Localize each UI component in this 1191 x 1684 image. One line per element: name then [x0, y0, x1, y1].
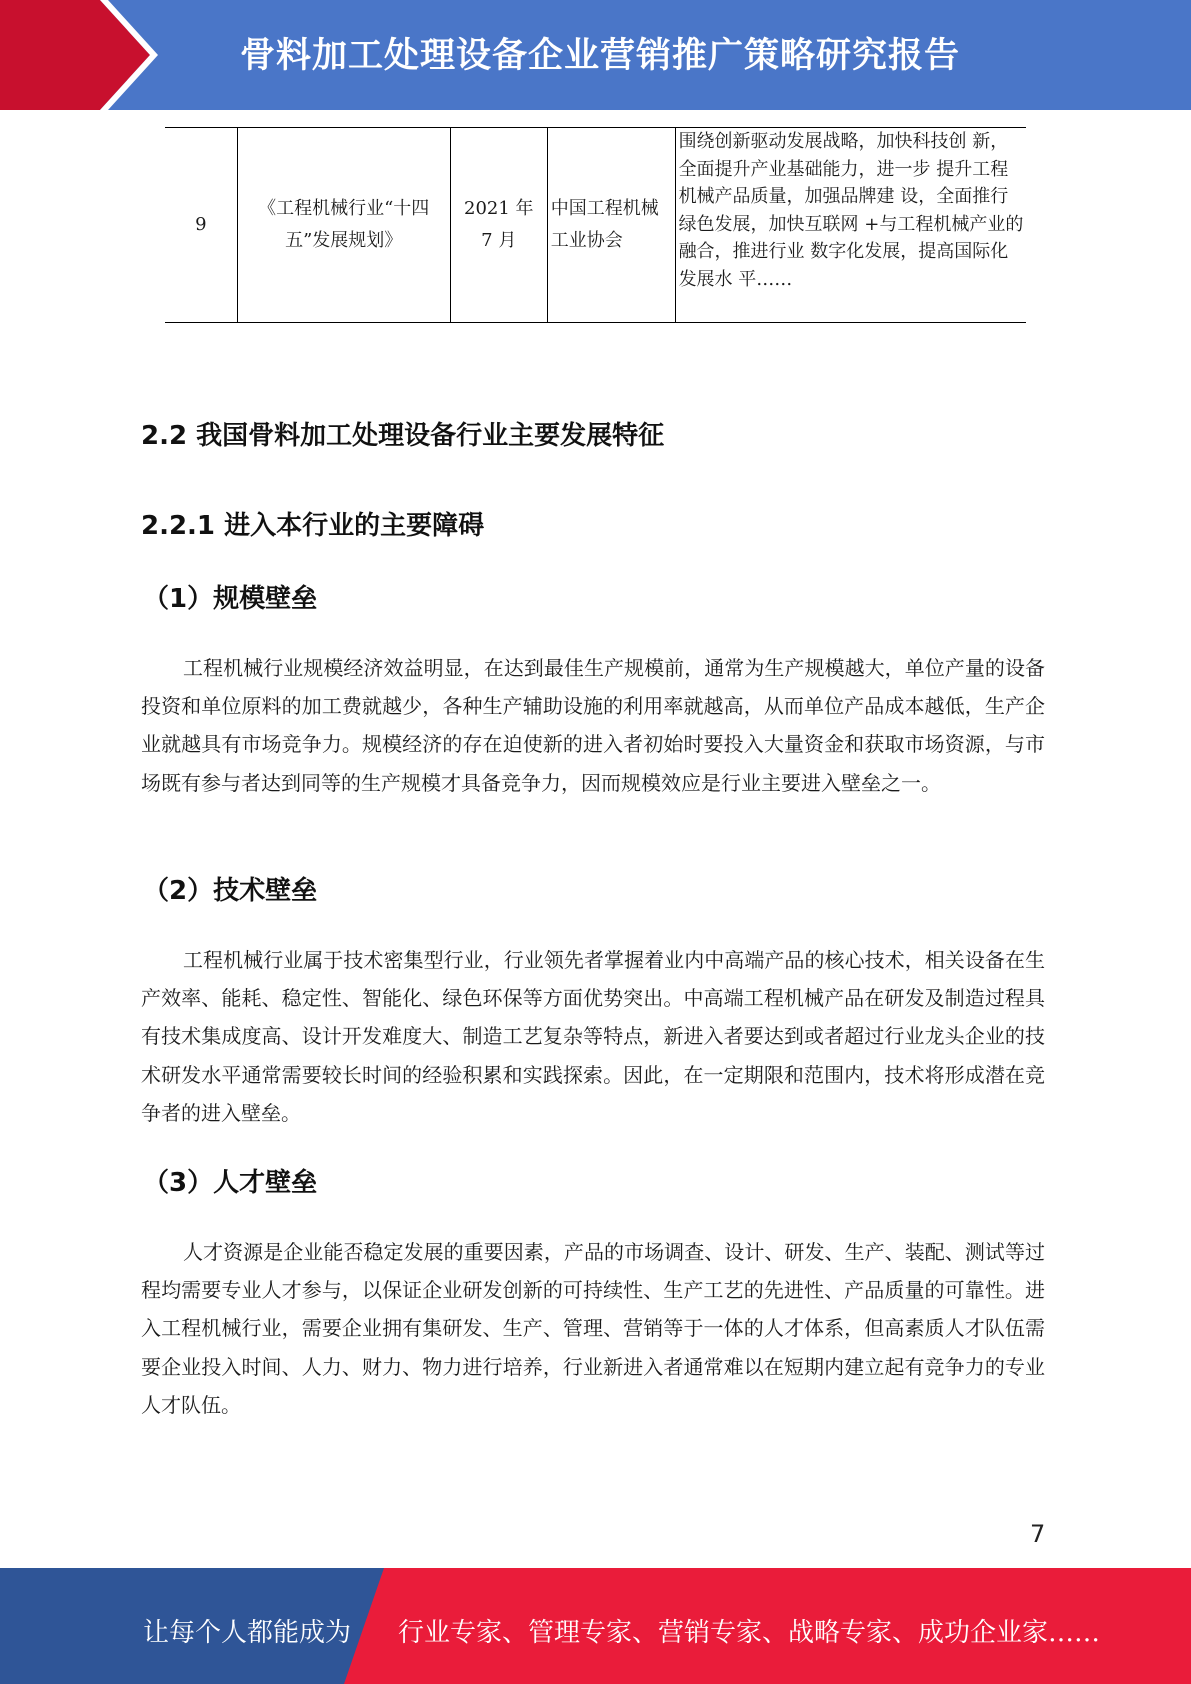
issuing-org: 中国工程机械工业协会: [547, 128, 675, 323]
paragraph-talent: 人才资源是企业能否稳定发展的重要因素，产品的市场调查、设计、研发、生产、装配、测试等过程均需要专业人才参与，以保证企业研发创新的可持续性、生产工艺的先进性、产品质量的可靠性。进入工程机械行业，需要企业拥有集研发、生产、管理、营销等于一体的人才体系，但高素质人才队伍需要企业投入时间、人力、财力、物力进行培养，行业新进入者通常难以在短期内建立起有竞争力的专业人才队伍。: [141, 1240, 1045, 1417]
footer-banner: [0, 1568, 1191, 1684]
policy-name: 《工程机械行业“十四五”发展规划》: [237, 128, 450, 323]
row-number: 9: [165, 128, 237, 323]
item-heading-talent: （3）人才壁垒: [143, 1168, 318, 1198]
release-date-year: 2021 年: [464, 198, 534, 219]
page-number: 7: [1030, 1520, 1046, 1548]
subsection-heading: 2.2.1 进入本行业的主要障碍: [141, 511, 485, 541]
release-date: [450, 128, 547, 323]
section-heading: 2.2 我国骨料加工处理设备行业主要发展特征: [141, 421, 665, 451]
item-heading-scale: （1）规模壁垒: [143, 584, 318, 614]
release-date-month: 7 月: [481, 230, 517, 251]
header-banner: [0, 0, 1191, 110]
policy-content: 围绕创新驱动发展战略，加快科技创 新，全面提升产业基础能力，进一步 提升工程机械产品质量，加强品牌建 设，全面推行绿色发展，加快互联网 +与工程机械产业的融合，推进行业 数字化发展，提高国际化发展水 平……: [675, 128, 1026, 323]
item-heading-technology: （2）技术壁垒: [143, 876, 318, 906]
paragraph-technology: 工程机械行业属于技术密集型行业，行业领先者掌握着业内中高端产品的核心技术，相关设备在生产效率、能耗、稳定性、智能化、绿色环保等方面优势突出。中高端工程机械产品在研发及制造过程具有技术集成度高、设计开发难度大、制造工艺复杂等特点，新进入者要达到或者超过行业龙头企业的技术研发水平通常需要较长时间的经验积累和实践探索。因此，在一定期限和范围内，技术将形成潜在竞争者的进入壁垒。: [141, 948, 1045, 1125]
policy-table: [165, 127, 1026, 323]
footer-slogan-right: 行业专家、管理专家、营销专家、战略专家、成功企业家……: [398, 1618, 1101, 1648]
footer-slogan-left: 让每个人都能成为: [143, 1618, 352, 1648]
paragraph-scale: 工程机械行业规模经济效益明显，在达到最佳生产规模前，通常为生产规模越大，单位产量的设备投资和单位原料的加工费就越少，各种生产辅助设施的利用率就越高，从而单位产品成本越低，生产企业就越具有市场竞争力。规模经济的存在迫使新的进入者初始时要投入大量资金和获取市场资源，与市场既有参与者达到同等的生产规模才具备竞争力，因而规模效应是行业主要进入壁垒之一。: [141, 656, 1045, 795]
table-row: [165, 128, 1026, 323]
report-title: 骨料加工处理设备企业营销推广策略研究报告: [240, 36, 961, 76]
